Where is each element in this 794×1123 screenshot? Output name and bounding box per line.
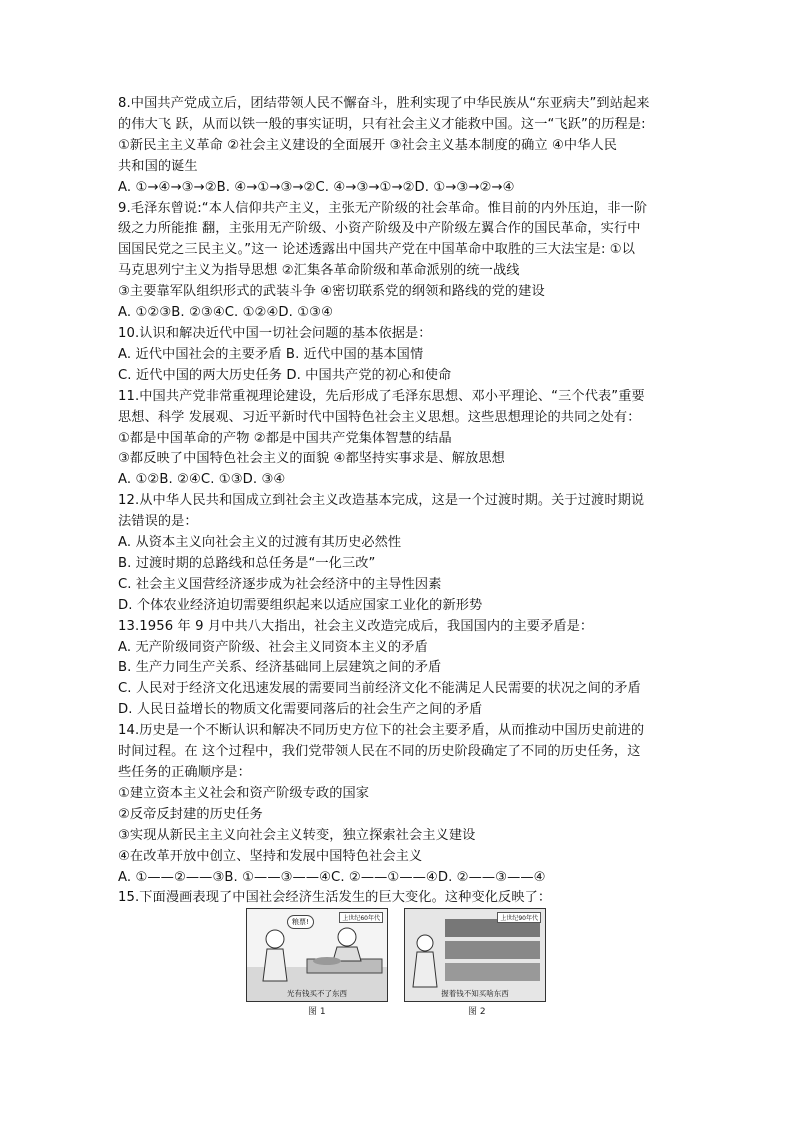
text-line: 法错误的是： <box>118 514 198 530</box>
text-line: 10.认识和解决近代中国一切社会问题的基本依据是： <box>118 325 432 341</box>
text-line: C. 社会主义国营经济逐步成为社会经济中的主导性因素 <box>118 576 442 592</box>
text-line: ①都是中国革命的产物 ②都是中国共产党集体智慧的结晶 <box>118 430 452 446</box>
text-line: D. 人民日益增长的物质文化需要同落后的社会生产之间的矛盾 <box>118 702 483 718</box>
figure-caption: 握着钱不知买啥东西 <box>441 989 509 998</box>
figure-label-1: 图 1 <box>308 1007 326 1017</box>
text-line: 国国民党之三民主义。”这一 论述透露出中国共产党在中国革命中取胜的三大法宝是: ①以 <box>118 242 636 258</box>
text-line: ①建立资本主义社会和资产阶级专政的国家 <box>118 785 370 801</box>
speech-bubble: 粮票! <box>287 915 314 929</box>
text-line: D. 个体农业经济迫切需要组织起来以适应国家工业化的新形势 <box>118 597 483 613</box>
text-line: C. 人民对于经济文化迅速发展的需要同当前经济文化不能满足人民需要的状况之间的矛盾 <box>118 681 641 697</box>
text-line: 共和国的诞生 <box>118 158 198 174</box>
text-line: ①新民主主义革命 ②社会主义建设的全面展开 ③社会主义基本制度的确立 ④中华人民 <box>118 137 618 153</box>
text-line: ②反帝反封建的历史任务 <box>118 806 263 822</box>
figure-caption: 光有钱买不了东西 <box>287 989 347 998</box>
text-line: 9.毛泽东曾说:“本人信仰共产主义，主张无产阶级的社会革命。惟目前的内外压迫，非一阶 <box>118 200 648 216</box>
text-line: A. ①→④→③→②B. ④→①→③→②C. ④→③→①→②D. ①→③→②→④ <box>118 179 515 195</box>
text-line: 思想、科学 发展观、习近平新时代中国特色社会主义思想。这些思想理论的共同之处有： <box>118 409 641 425</box>
text-line: A. ①②③B. ②③④C. ①②④D. ①③④ <box>118 305 334 321</box>
text-line: 13.1956 年 9 月中共八大指出，社会主义改造完成后，我国国内的主要矛盾是： <box>118 618 594 634</box>
text-line: 11.中国共产党非常重视理论建设，先后形成了毛泽东思想、邓小平理论、“三个代表”重要 <box>118 388 645 404</box>
text-line: 12.从中华人民共和国成立到社会主义改造基本完成，这是一个过渡时期。关于过渡时期说 <box>118 493 645 509</box>
question-text <box>118 94 678 909</box>
text-line: 15.下面漫画表现了中国社会经济生活发生的巨大变化。这种变化反映了： <box>118 890 552 906</box>
text-line: C. 近代中国的两大历史任务 D. 中国共产党的初心和使命 <box>118 367 452 383</box>
text-line: 的伟大飞 跃，从而以铁一般的事实证明，只有社会主义才能救中国。这一“飞跃”的历程是: <box>118 116 646 132</box>
text-line: B. 过渡时期的总路线和总任务是“一化三改” <box>118 555 376 571</box>
text-line: A. ①——②——③B. ①——③——④C. ②——①——④D. ②——③——④ <box>118 869 546 885</box>
text-line: 8.中国共产党成立后，团结带领人民不懈奋斗，胜利实现了中华民族从“东亚病夫”到站起来 <box>118 96 650 111</box>
era-stamp: 上世纪60年代 <box>339 912 383 923</box>
text-line: ③实现从新民主主义向社会主义转变，独立探索社会主义建设 <box>118 827 476 843</box>
cartoon-figures <box>246 908 572 1018</box>
text-line: 些任务的正确顺序是： <box>118 765 251 780</box>
text-line: ③都反映了中国特色社会主义的面貌 ④都坚持实事求是、解放思想 <box>118 451 505 467</box>
text-line: 时间过程。在 这个过程中，我们党带领人民在不同的历史阶段确定了不同的历史任务，这 <box>118 744 641 760</box>
text-line: A. 近代中国社会的主要矛盾 B. 近代中国的基本国情 <box>118 346 424 362</box>
text-line: ④在改革开放中创立、坚持和发展中国特色社会主义 <box>118 848 423 864</box>
text-line: A. 从资本主义向社会主义的过渡有其历史必然性 <box>118 535 402 551</box>
text-line: B. 生产力同生产关系、经济基础同上层建筑之间的矛盾 <box>118 660 442 676</box>
figure-label-2: 图 2 <box>468 1007 486 1017</box>
text-line: 马克思列宁主义为指导思想 ②汇集各革命阶级和革命派别的统一战线 <box>118 263 520 279</box>
cartoon-figure-2 <box>404 908 546 1002</box>
text-line: A. ①②B. ②④C. ①③D. ③④ <box>118 472 286 488</box>
cartoon-figure-1 <box>246 908 388 1002</box>
text-line: ③主要靠军队组织形式的武装斗争 ④密切联系党的纲领和路线的党的建设 <box>118 284 545 300</box>
text-line: A. 无产阶级同资产阶级、社会主义同资本主义的矛盾 <box>118 639 428 655</box>
text-line: 14.历史是一个不断认识和解决不同历史方位下的社会主要矛盾，从而推动中国历史前进的 <box>118 723 645 739</box>
text-line: 级之力所能推 翻，主张用无产阶级、小资产阶级及中产阶级左翼合作的国民革命，实行中 <box>118 221 641 237</box>
era-stamp: 上世纪90年代 <box>497 912 541 923</box>
